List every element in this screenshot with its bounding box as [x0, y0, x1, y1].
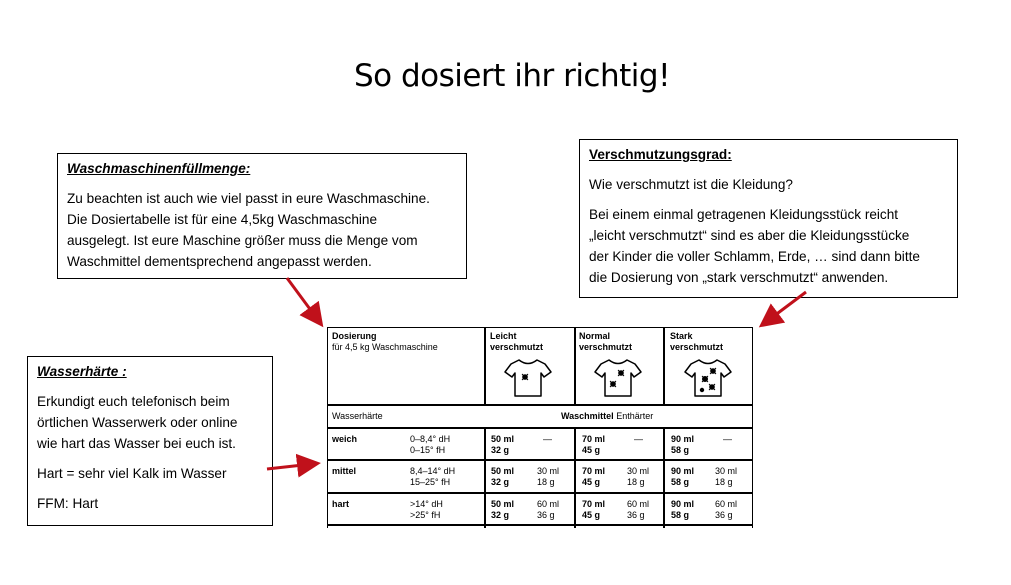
hardness-fh: >25° fH: [410, 509, 441, 520]
table-divider: [328, 459, 752, 461]
softener-dose-cell: [627, 466, 649, 487]
soil-level-label: verschmutzt: [670, 341, 724, 352]
softener-dose-ml: 30 ml: [715, 466, 738, 476]
table-divider: [328, 524, 752, 526]
hard-water-note: Hart = sehr viel Kalk im Wasser: [37, 466, 227, 481]
hardness-name-hard: hart: [332, 499, 350, 509]
detergent-column-label-cell: [561, 411, 653, 422]
table-divider: [328, 404, 752, 406]
slide-title: So dosiert ihr richtig!: [353, 58, 670, 94]
dose-ml: 70 ml: [582, 499, 606, 509]
softener-dose-g: 18 g: [537, 476, 555, 487]
water-hardness-line: wie hart das Wasser bei euch ist.: [37, 436, 236, 451]
dose-cell: [582, 466, 605, 487]
dose-ml: 50 ml: [491, 499, 515, 509]
softener-dose-cell: [715, 466, 737, 487]
dose-g: 45 g: [582, 509, 601, 520]
hardness-dh: 8,4–14° dH: [410, 466, 456, 476]
detergent-label: Waschmittel: [561, 411, 614, 421]
dose-ml: 70 ml: [582, 434, 606, 444]
soil-level-label: Leicht: [490, 331, 517, 341]
water-hardness-line: Erkundigt euch telefonisch beim: [37, 394, 230, 409]
dose-ml: 90 ml: [671, 466, 695, 476]
softener-label: Enthärter: [616, 411, 654, 421]
table-divider: [663, 427, 665, 528]
hardness-range-cell: [410, 434, 450, 455]
softener-dose-cell: [627, 499, 649, 520]
softener-dose: —: [543, 434, 552, 444]
softener-dose-cell: [723, 434, 732, 445]
dose-cell: [671, 466, 694, 487]
tshirt-normal-stain-icon: [593, 357, 643, 399]
softener-dose-g: 36 g: [627, 509, 645, 520]
softener-dose-ml: 60 ml: [627, 499, 650, 509]
soil-level-line: der Kinder die voller Schlamm, Erde, … sind dann bitte: [589, 249, 920, 264]
softener-dose-g: 36 g: [715, 509, 733, 520]
fill-amount-textbox: [57, 153, 467, 279]
softener-dose-g: 36 g: [537, 509, 555, 520]
softener-dose-cell: [543, 434, 552, 445]
arrow-water-to-table: [267, 464, 312, 469]
softener-dose-cell: [537, 466, 559, 487]
softener-dose-g: 18 g: [715, 476, 733, 487]
hardness-name-soft: weich: [332, 434, 358, 444]
softener-dose-g: 18 g: [627, 476, 645, 487]
soil-level-textbox: [579, 139, 958, 298]
softener-dose-ml: 30 ml: [627, 466, 650, 476]
table-divider: [574, 328, 576, 404]
soil-level-heading: Verschmutzungsgrad:: [589, 147, 732, 162]
soil-level-line: Bei einem einmal getragenen Kleidungsstück reicht: [589, 207, 899, 222]
dose-cell: [582, 434, 605, 455]
fill-amount-heading: Waschmaschinenfüllmenge:: [67, 161, 251, 176]
hardness-range-cell: [410, 466, 455, 487]
dose-cell: [491, 434, 514, 455]
dose-g: 58 g: [671, 509, 690, 520]
water-hardness-line: örtlichen Wasserwerk oder online: [37, 415, 238, 430]
fill-amount-line: Waschmittel dementsprechend angepasst werden.: [67, 254, 372, 269]
soil-level-normal-header: [579, 331, 632, 352]
dosage-table: [327, 327, 753, 528]
tshirt-light-stain-icon: [503, 357, 553, 399]
water-hardness-heading: Wasserhärte :: [37, 364, 127, 379]
fill-amount-line: Zu beachten ist auch wie viel passt in eure Waschmaschine.: [67, 191, 430, 206]
hardness-fh: 15–25° fH: [410, 476, 451, 487]
dose-cell: [582, 499, 605, 520]
dose-ml: 50 ml: [491, 466, 515, 476]
hardness-dh: >14° dH: [410, 499, 443, 509]
dose-cell: [491, 466, 514, 487]
tshirt-heavy-stain-icon: [683, 357, 733, 399]
table-divider: [328, 427, 752, 429]
table-divider: [484, 427, 486, 528]
arrow-fill-to-table: [287, 278, 318, 320]
softener-dose-cell: [537, 499, 559, 520]
softener-dose-ml: 60 ml: [537, 499, 560, 509]
dose-ml: 70 ml: [582, 466, 606, 476]
city-water-note: FFM: Hart: [37, 496, 99, 511]
soil-level-line: „leicht verschmutzt“ sind es aber die Kleidungsstücke: [589, 228, 910, 243]
dose-g: 32 g: [491, 509, 510, 520]
hardness-range-cell: [410, 499, 443, 520]
table-header-subtitle: für 4,5 kg Waschmaschine: [332, 341, 438, 352]
dose-g: 45 g: [582, 444, 601, 455]
dose-g: 32 g: [491, 444, 510, 455]
soil-level-question: Wie verschmutzt ist die Kleidung?: [589, 177, 793, 192]
soil-level-line: die Dosierung von „stark verschmutzt“ anwenden.: [589, 270, 889, 285]
soil-level-heavy-header: [670, 331, 723, 352]
hardness-dh: 0–8,4° dH: [410, 434, 451, 444]
softener-dose-ml: 60 ml: [715, 499, 738, 509]
dose-ml: 50 ml: [491, 434, 515, 444]
fill-amount-line: ausgelegt. Ist eure Maschine größer muss die Menge vom: [67, 233, 418, 248]
dose-cell: [671, 434, 694, 455]
dose-ml: 90 ml: [671, 499, 695, 509]
softener-dose: —: [723, 434, 732, 444]
dose-g: 58 g: [671, 444, 690, 455]
softener-dose: —: [634, 434, 643, 444]
table-divider: [484, 328, 486, 404]
soil-level-light-header: [490, 331, 543, 352]
dose-ml: 90 ml: [671, 434, 695, 444]
table-divider: [328, 492, 752, 494]
soil-level-label: Normal: [579, 331, 611, 341]
soil-level-label: Stark: [670, 331, 693, 341]
table-header-title: Dosierung: [332, 331, 377, 341]
table-divider: [663, 328, 665, 404]
fill-amount-line: Die Dosiertabelle ist für eine 4,5kg Waschmaschine: [67, 212, 378, 227]
dose-g: 32 g: [491, 476, 510, 487]
dose-g: 45 g: [582, 476, 601, 487]
dose-cell: [671, 499, 694, 520]
hardness-name-medium: mittel: [332, 466, 357, 476]
softener-dose-cell: [715, 499, 737, 520]
water-hardness-column-label: Wasserhärte: [332, 411, 383, 421]
softener-dose-ml: 30 ml: [537, 466, 560, 476]
dose-g: 58 g: [671, 476, 690, 487]
dose-cell: [491, 499, 514, 520]
hardness-fh: 0–15° fH: [410, 444, 446, 455]
table-header-title-cell: [332, 331, 438, 352]
table-divider: [574, 427, 576, 528]
softener-dose-cell: [634, 434, 643, 445]
soil-level-label: verschmutzt: [490, 341, 544, 352]
soil-level-label: verschmutzt: [579, 341, 633, 352]
water-hardness-textbox: [27, 356, 273, 526]
